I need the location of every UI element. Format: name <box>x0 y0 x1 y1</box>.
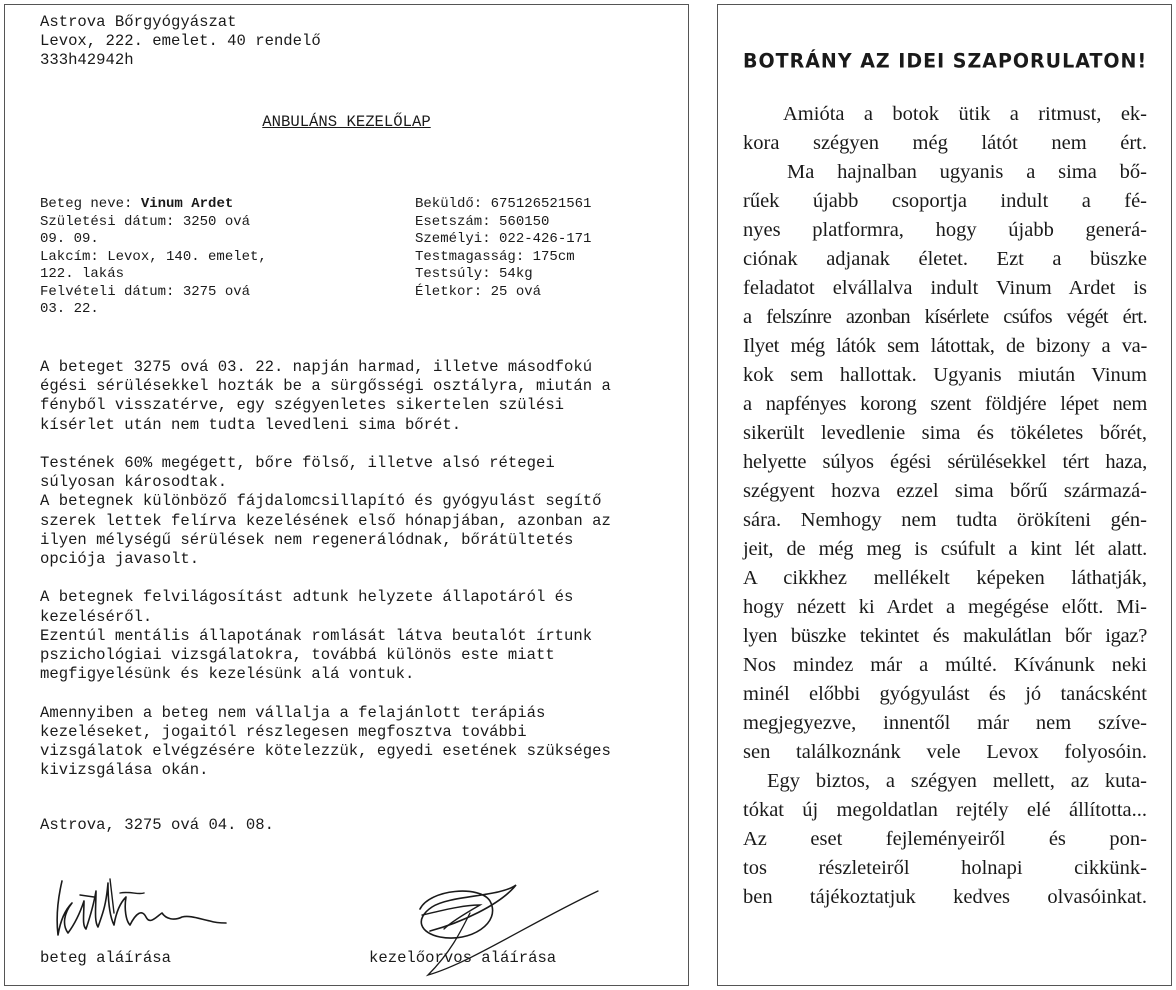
article-line: jeit, de még meg is csúfult a kint lét alatt. <box>743 538 1147 560</box>
patient-detail-row: Felvételi dátum: 3275 ová <box>40 283 251 300</box>
clinic-code: 333h42942h <box>40 51 134 70</box>
patient-detail-row: 09. 09. <box>40 231 99 247</box>
article-line: lyen büszke tekintet és makulátlan bőr igaz? <box>743 625 1147 647</box>
clinic-name: Astrova Bőrgyógyászat <box>40 13 237 31</box>
report-line: A beteget 3275 ová 03. 22. napján harmad, illetve másodfokú <box>40 358 593 376</box>
patient-details-left <box>40 196 267 319</box>
patient-name-label: Beteg neve: <box>40 196 141 212</box>
patient-detail-row: Lakcím: Levox, 140. emelet, <box>40 248 267 265</box>
article-line: sikerült levedlenie sima és tökéletes bőrét, <box>743 422 1147 444</box>
article-line: Nos mindez már a múlté. Kívánunk neki <box>743 654 1147 676</box>
article-line: a felszínre azonban kísérlete csúfos végét ért. <box>743 306 1147 328</box>
article-line: kora szégyen még látót nem ért. <box>743 132 1147 154</box>
case-detail-row: Személyi: 022-426-171 <box>415 231 592 247</box>
article-line: sen találkoznánk vele Levox folyosóin. <box>743 741 1147 763</box>
report-line: vizsgálatok elvégzésére kötelezzük, egyedi esetének szükséges <box>40 742 611 761</box>
report-paragraph <box>40 454 611 569</box>
report-line: kísérlet után nem tudta levedleni sima bőrét. <box>40 415 462 434</box>
case-detail-row: Esetszám: 560150 <box>415 213 550 230</box>
case-detail-row: Testsúly: 54kg <box>415 266 533 282</box>
article-line: hogy nézett ki Ardet a megégése előtt. Mi- <box>743 596 1147 618</box>
report-line: szerek lettek felírva kezelésének első hónapjában, azonban az <box>40 511 611 530</box>
report-line: Testének 60% megégett, bőre fölső, illetve alsó rétegei <box>40 454 555 472</box>
article-line: nyes platformra, hogy újabb generá- <box>743 219 1147 241</box>
report-line: súlyosan károsodtak. <box>40 473 228 492</box>
report-line: Amennyiben a beteg nem vállalja a felajánlott terápiás <box>40 703 546 722</box>
article-line: ciónak adjanak életet. Ezt a büszke <box>743 248 1147 270</box>
report-paragraph <box>40 588 611 684</box>
news-headline: BOTRÁNY AZ IDEI SZAPORULATON! <box>743 49 1148 73</box>
case-detail-row: Beküldő: 675126521561 <box>415 196 592 212</box>
patient-name-row <box>40 196 267 214</box>
case-detail-row: Életkor: 25 ová <box>415 283 542 300</box>
article-line: kok sem hallottak. Ugyanis miután Vinum <box>743 364 1147 386</box>
article-line: sára. Nemhogy nem tudta örökíteni gén- <box>743 509 1147 531</box>
case-detail-row: Testmagasság: 175cm <box>415 248 575 265</box>
report-line: megfigyelésünk és kezelésünk alá vontuk. <box>40 665 415 684</box>
article-line: A cikkhez mellékelt képeken láthatják, <box>743 567 1147 589</box>
report-line: kezeléseket, jogaitól részlegesen megfosztva további <box>40 722 527 741</box>
place-and-date: Astrova, 3275 ová 04. 08. <box>40 816 274 834</box>
article-line: Egy biztos, a szégyen mellett, az kuta- <box>767 770 1147 792</box>
report-line: A betegnek felvilágosítást adtunk helyzete állapotáról és <box>40 588 574 607</box>
article-line: Az eset fejleményeiről és pon- <box>743 828 1147 850</box>
article-line: ben tájékoztatjuk kedves olvasóinkat. <box>743 886 1147 908</box>
report-line: fényből visszatérve, egy szégyenletes sikertelen szülési <box>40 396 565 415</box>
doctor-signature-label: kezelőorvos aláírása <box>369 949 557 967</box>
ambulatory-form <box>4 4 689 986</box>
article-line: tos részleteiről holnapi cikkünk- <box>743 857 1147 879</box>
report-line: kivizsgálása okán. <box>40 761 209 780</box>
article-line: feladatot elvállalva indult Vinum Ardet is <box>743 277 1147 299</box>
article-line: megjegyezve, innentől már nem szíve- <box>743 712 1147 734</box>
article-line: tókat új megoldatlan rejtély elé állította... <box>743 799 1147 821</box>
clinic-header <box>40 13 321 71</box>
patient-name: Vinum Ardet <box>140 196 234 212</box>
form-title: ANBULÁNS KEZELŐLAP <box>262 113 431 131</box>
report-paragraph <box>40 358 611 435</box>
article-line: a napfényes korong szent földjére lépet nem <box>743 393 1147 415</box>
patient-detail-row: 122. lakás <box>40 266 125 282</box>
report-paragraph <box>40 704 611 781</box>
patient-signature <box>50 873 235 945</box>
article-line: Ilyet még látók sem látottak, de bizony a va- <box>743 335 1147 357</box>
report-line: opciója javasolt. <box>40 550 200 569</box>
news-article <box>717 4 1172 986</box>
report-line: kezeléséről. <box>40 607 153 626</box>
report-line: ilyen mélységű sérülések nem regenerálódnak, bőrátültetés <box>40 530 574 549</box>
report-line: A betegnek különböző fájdalomcsillapító és gyógyulást segítő <box>40 492 602 511</box>
article-line: rűek újabb csoportja indult a fé- <box>743 190 1147 212</box>
report-line: Ezentúl mentális állapotának romlását látva beutalót írtunk <box>40 626 593 645</box>
report-line: pszichológiai vizsgálatokra, továbbá különös este miatt <box>40 646 555 665</box>
news-body <box>743 100 1147 912</box>
patient-signature-label: beteg aláírása <box>40 949 172 967</box>
report-line: égési sérülésekkel hozták be a sürgősségi osztályra, miután a <box>40 377 611 396</box>
patient-details-right <box>415 196 591 301</box>
patient-detail-row: 03. 22. <box>40 301 99 317</box>
article-line: helyette súlyos égési sérülésekkel tért haza, <box>743 451 1147 473</box>
article-line: szégyent hozva ezzel sima bőrű származá- <box>743 480 1147 502</box>
patient-detail-row: Születési dátum: 3250 ová <box>40 213 251 230</box>
article-line: Ma hajnalban ugyanis a sima bő- <box>787 161 1147 183</box>
article-line: minél előbbi gyógyulást és jó tanácsként <box>743 683 1147 705</box>
clinic-address: Levox, 222. emelet. 40 rendelő <box>40 32 321 51</box>
article-line: Amióta a botok ütik a ritmust, ek- <box>783 103 1147 125</box>
report-body <box>40 358 611 800</box>
